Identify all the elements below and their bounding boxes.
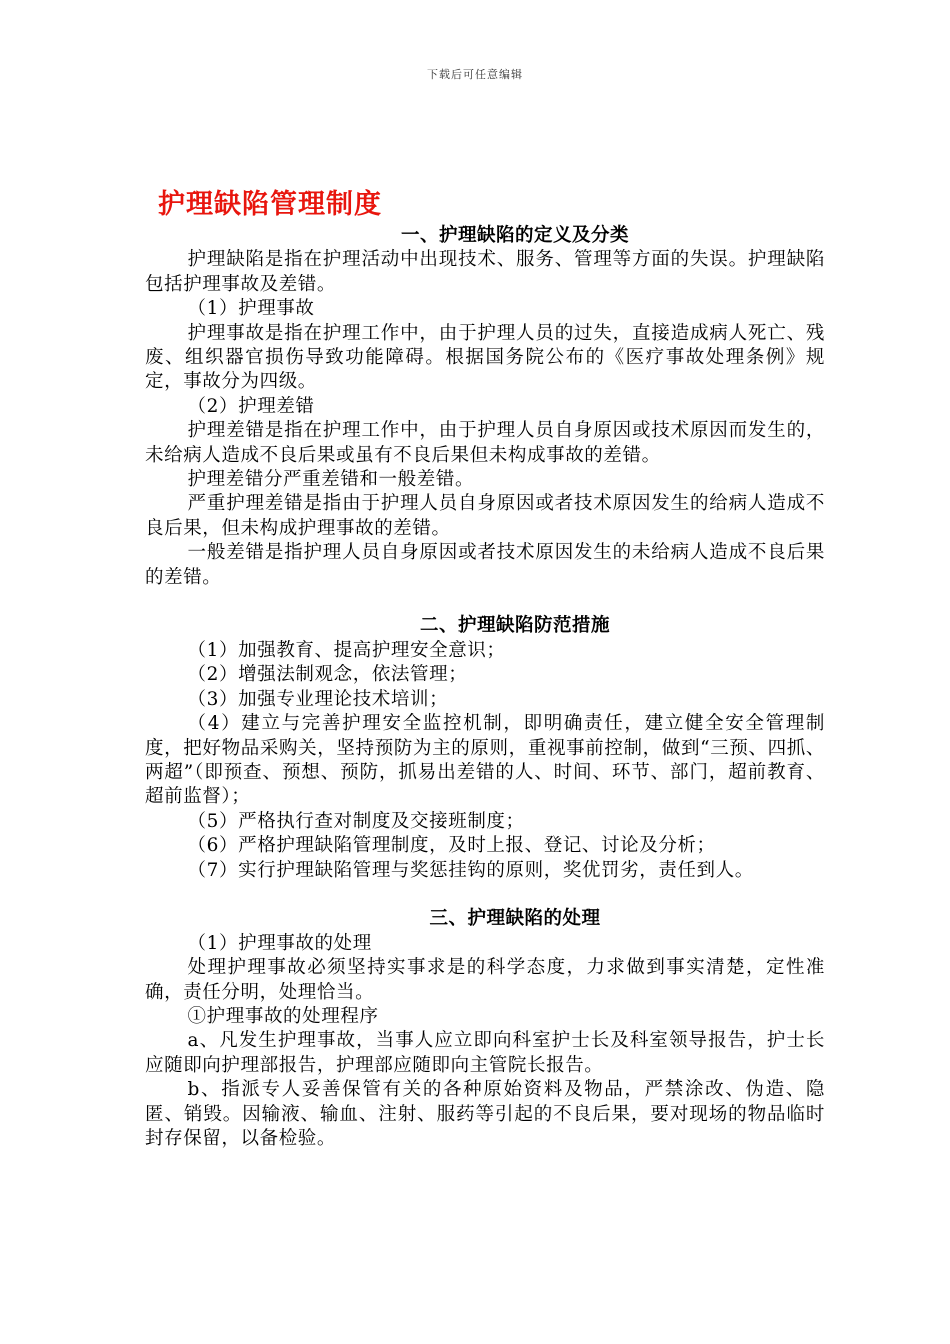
list-item: （1）加强教育、提高护理安全意识； [187,639,506,661]
list-item: （4）建立与完善护理安全监控机制，即明确责任，建立健全安全管理制度，把好物品采购关，坚持预防为主的原则，重视事前控制，做到“三预、四抓、两超”（即预查、预想、预防，抓易出差错的人、时间、环节、部门，超前教育、超前监督）； [145,713,825,808]
paragraph: b、指派专人妥善保管有关的各种原始资料及物品，严禁涂改、伪造、隐匿、销毁。因输液、输血、注射、服药等引起的不良后果，要对现场的物品临时封存保留，以备检验。 [145,1079,825,1149]
page-header: 下载后可任意编辑 [427,68,523,81]
list-item: （7）实行护理缺陷管理与奖惩挂钩的原则，奖优罚劣，责任到人。 [187,859,754,881]
paragraph: 处理护理事故必须坚持实事求是的科学态度，力求做到事实清楚，定性准确，责任分明，处理恰当。 [145,957,825,1003]
list-item: （5）严格执行查对制度及交接班制度； [187,810,525,832]
subheading: （1）护理事故 [187,298,315,320]
section-heading-definition: 一、护理缺陷的定义及分类 [400,225,629,246]
paragraph: 护理差错分严重差错和一般差错。 [187,469,475,491]
paragraph: 护理差错是指在护理工作中，由于护理人员自身原因或技术原因而发生的，未给病人造成不良后果或虽有不良后果但未构成事故的差错。 [145,420,825,466]
list-item: （3）加强专业理论技术培训； [187,688,449,710]
paragraph: 一般差错是指护理人员自身原因或者技术原因发生的未给病人造成不良后果的差错。 [145,542,825,588]
document-title: 护理缺陷管理制度 [158,189,382,220]
spacer [145,590,825,614]
paragraph: a、凡发生护理事故，当事人应立即向科室护士长及科室领导报告，护士长应随即向护理部报告，护理部应随即向主管院长报告。 [145,1030,825,1076]
paragraph: 严重护理差错是指由于护理人员自身原因或者技术原因发生的给病人造成不良后果，但未构成护理事故的差错。 [145,493,825,539]
list-item: （2）增强法制观念，依法管理； [187,664,468,686]
subheading: （2）护理差错 [187,395,315,417]
paragraph: 护理事故是指在护理工作中，由于护理人员的过失，直接造成病人死亡、残废、组织器官损伤导致功能障碍。根据国务院公布的《医疗事故处理条例》规定，事故分为四级。 [145,322,825,393]
paragraph: 护理缺陷是指在护理活动中出现技术、服务、管理等方面的失误。护理缺陷包括护理事故及差错。 [145,249,825,295]
spacer [145,883,825,907]
document-body [145,224,825,1151]
subheading: （1）护理事故的处理 [187,932,372,954]
list-item: （6）严格护理缺陷管理制度，及时上报、登记、讨论及分析； [187,835,716,857]
section-heading-handling: 三、护理缺陷的处理 [429,908,601,930]
section-heading-prevention: 二、护理缺陷防范措施 [419,615,610,637]
subheading: ①护理事故的处理程序 [187,1005,379,1027]
